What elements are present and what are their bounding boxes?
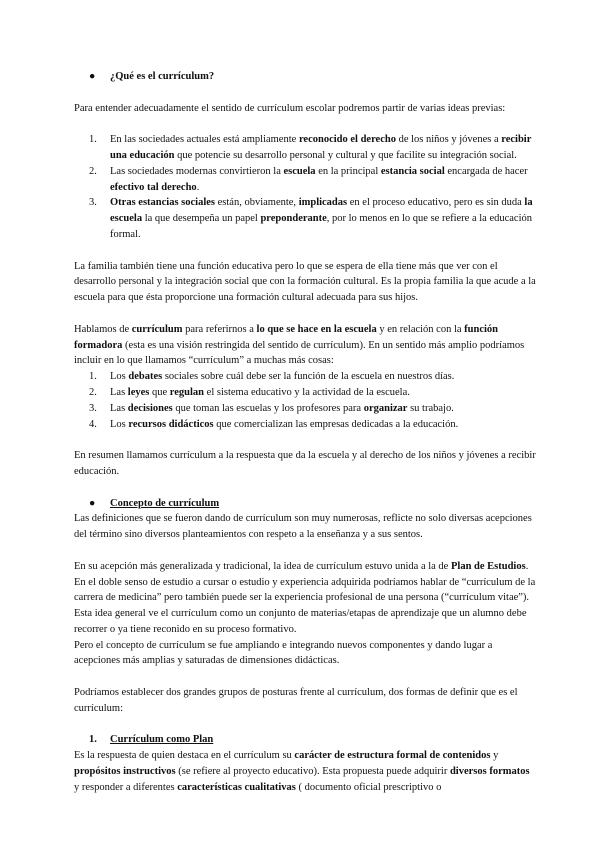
section-heading-plan: [74, 732, 536, 748]
plan-paragraph: Es la respuesta de quien destaca en el currículum su carácter de estructura formal de contenidos y propósitos instructivos (se refiere al proyecto educativo). Esta propuesta puede adquirir diversos formatos y responder a diferentes características cualitativas ( documento oficial prescriptivo o: [74, 750, 530, 793]
heading-text: Concepto de currículum: [110, 497, 220, 509]
curriculum-paragraph: Hablamos de currículum para referirnos a lo que se hace en la escuela y en relación con la función formadora (esta es una visión restringida del sentido de currículum). En un sentido más amplio podríamos incluir en lo que llamamos “currículum” a muchas más cosas:: [74, 323, 525, 367]
heading-number: 1.: [89, 734, 97, 746]
summary-paragraph: En resumen llamamos currículum a la respuesta que da la escuela y al derecho de los niños y jóvenes a recibir educación.: [74, 450, 536, 477]
list-item: 2. Las leyes que regulan el sistema educativo y la actividad de la escuela.: [89, 386, 410, 398]
heading-text: ¿Qué es el currículum?: [110, 71, 215, 82]
bullet-icon: ●: [89, 497, 96, 509]
definitions-paragraph: Las definiciones que se fueron dando de currículum son muy numerosas, reflicte no solo diversas acepciones del término sino diversos planteamientos con respeto a la enseñanza y a sus sentos.: [74, 513, 532, 541]
list-item: 3. Las decisiones que toman las escuelas y los profesores para organizar su trabajo.: [89, 402, 454, 414]
intro-paragraph: Para entender adecuadamente el sentido de currículum escolar podremos partir de varias ideas previas:: [74, 102, 506, 114]
list-item: 2. Las sociedades modernas convirtieron la escuela en la principal estancia social encargada de hacer efectivo tal derecho.: [89, 165, 528, 193]
section-heading-que-es: [74, 69, 536, 85]
list-item: 3. Otras estancias sociales están, obviamente, implicadas en el proceso educativo, pero es sin duda la escuela la que desempeña un papel preponderante, por lo menos en lo que se refiere a la educación formal.: [89, 197, 533, 240]
list-item: 1. En las sociedades actuales está ampliamente reconocido el derecho de los niños y jóvenes a recibir una educación que potencie su desarrollo personal y cultural y que facilite su integración social.: [89, 134, 532, 161]
curriculum-items-list: [74, 369, 536, 432]
heading-text: Currículum como Plan: [110, 734, 214, 746]
pero-paragraph: Pero el concepto de currículum se fue ampliando e integrando nuevos componentes y dando lugar a acepciones más amplias y saturadas de dimensiones didácticas.: [74, 639, 493, 667]
ideas-list: [74, 132, 536, 243]
bullet-icon: ●: [89, 71, 96, 82]
list-item: 1. Los debates sociales sobre cuál debe ser la función de la escuela en nuestros días.: [89, 371, 455, 383]
document-body: [74, 69, 536, 796]
list-item: 4. Los recursos didácticos que comercializan las empresas dedicadas a la educación.: [89, 418, 459, 430]
section-heading-concepto: [74, 496, 536, 512]
family-paragraph: La familia también tiene una función educativa pero lo que se espera de ella tiene más que ver con el desarrollo personal y la integración social que con la formación cultural. Es la propia familia la que acude a la escuela para que ésta proporcione una formación cultural adecuada para sus hijos.: [74, 260, 536, 304]
posturas-paragraph: Podríamos establecer dos grandes grupos de posturas frente al currículum, dos formas de definir que es el currículum:: [74, 687, 518, 714]
acepcion-paragraph: En su acepción más generalizada y tradicional, la idea de currículum estuvo unida a la de Plan de Estudios. En el doble senso de estudio a cursar o estudio y experiencia adquirida podríamos hablar de “currículum de la carrera de medicina” pero también puede ser la experiencia profesional de una persona (“currículum vitae”). Esta idea general ve el currículum como un conjunto de materias/etapas de aprendizaje que un alumno debe recorrer o ya tiene reconido en su proceso formativo.: [74, 560, 536, 635]
